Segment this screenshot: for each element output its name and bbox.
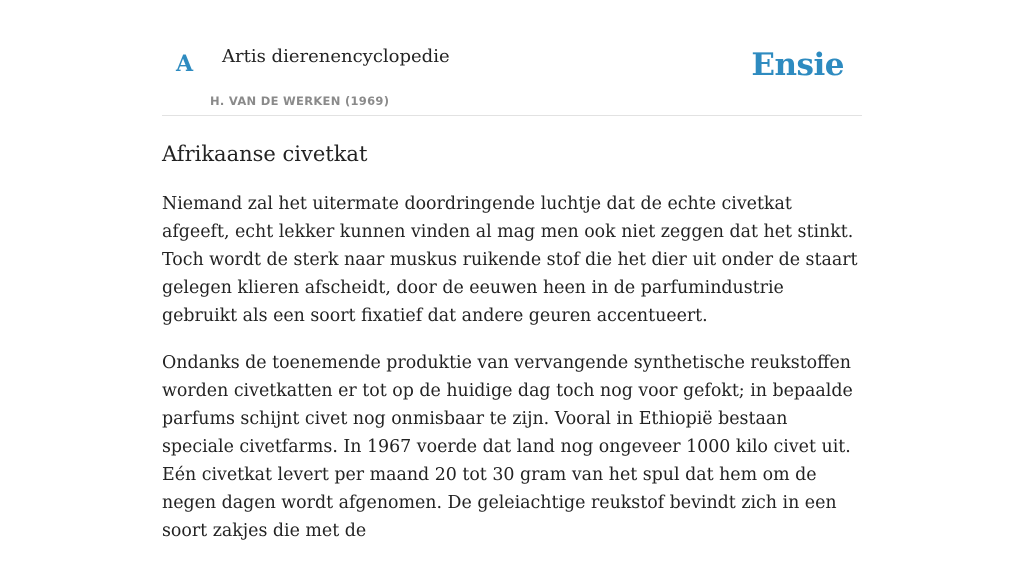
- brand-logo[interactable]: Ensie: [751, 47, 844, 83]
- entry-header: [162, 0, 862, 116]
- book-title[interactable]: Artis dierenencyclopedie: [222, 46, 450, 67]
- index-letter[interactable]: A: [176, 51, 194, 77]
- author-line: H. VAN DE WERKEN (1969): [210, 94, 390, 108]
- article-title: Afrikaanse civetkat: [162, 142, 368, 166]
- article-paragraph-1: Niemand zal het uitermate doordringende luchtje dat de echte civetkat afgeeft, echt lekker kunnen vinden al mag men ook niet zeggen dat het stinkt. Toch wordt de sterk naar muskus ruikende stof die het dier uit onder de staart gelegen klieren afscheidt, door de eeuwen heen in de parfumindustrie gebruikt als een soort fixatief dat andere geuren accentueert.: [162, 194, 858, 326]
- article-paragraph-2: Ondanks de toenemende produktie van vervangende synthetische reukstoffen worden civetkatten er tot op de huidige dag toch nog voor gefokt; in bepaalde parfums schijnt civet nog onmisbaar te zijn. Vooral in Ethiopië bestaan speciale civetfarms. In 1967 voerde dat land nog ongeveer 1000 kilo civet uit. Eén civetkat levert per maand 20 tot 30 gram van het spul dat hem om de negen dagen wordt afgenomen. De geleiachtige reukstof bevindt zich in een soort zakjes die met de: [162, 353, 853, 541]
- article-body: [162, 190, 862, 545]
- article: [162, 138, 862, 564]
